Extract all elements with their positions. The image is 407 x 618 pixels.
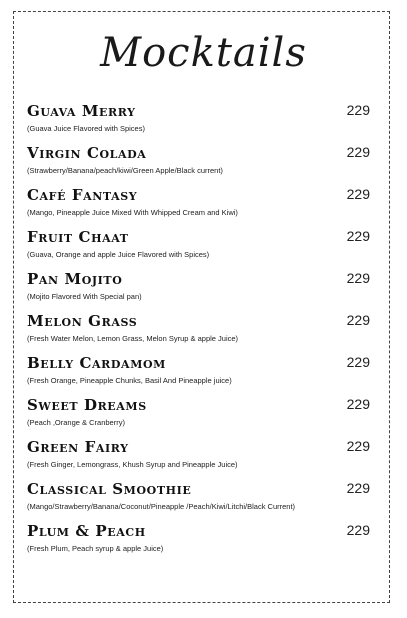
- item-name: Green Fairy: [27, 438, 129, 456]
- item-name: Classical Smoothie: [27, 480, 192, 498]
- item-description: (Fresh Water Melon, Lemon Grass, Melon Syrup & apple Juice): [27, 334, 239, 343]
- item-description: (Mango/Strawberry/Banana/Coconut/Pineapple /Peach/Kiwi/Litchi/Black Current): [27, 502, 296, 511]
- item-price: 229: [346, 270, 370, 286]
- item-name: Fruit Chaat: [27, 228, 129, 246]
- item-description: (Fresh Ginger, Lemongrass, Khush Syrup and Pineapple Juice): [27, 460, 238, 469]
- item-name: Café Fantasy: [27, 186, 138, 204]
- item-price: 229: [346, 312, 370, 328]
- item-description: (Guava, Orange and apple Juice Flavored with Spices): [27, 250, 210, 259]
- item-description: (Strawberry/Banana/peach/kiwi/Green Apple/Black current): [27, 166, 223, 175]
- item-description: (Peach ,Orange & Cranberry): [27, 418, 125, 427]
- item-price: 229: [346, 354, 370, 370]
- item-description: (Mango, Pineapple Juice Mixed With Whipped Cream and Kiwi): [27, 208, 238, 217]
- item-price: 229: [346, 228, 370, 244]
- item-name: Plum & Peach: [27, 522, 146, 540]
- item-price: 229: [346, 144, 370, 160]
- item-price: 229: [346, 480, 370, 496]
- item-name: Guava Merry: [27, 102, 136, 120]
- item-name: Virgin Colada: [27, 144, 147, 162]
- item-description: (Mojito Flavored With Special pan): [27, 292, 142, 301]
- menu-title: Mocktails: [100, 30, 307, 76]
- item-name: Melon Grass: [27, 312, 138, 330]
- item-price: 229: [346, 438, 370, 454]
- menu-border: [13, 11, 390, 603]
- item-price: 229: [346, 396, 370, 412]
- item-description: (Fresh Plum, Peach syrup & apple Juice): [27, 544, 164, 553]
- item-price: 229: [346, 522, 370, 538]
- item-description: (Fresh Orange, Pineapple Chunks, Basil And Pineapple juice): [27, 376, 232, 385]
- item-description: (Guava Juice Flavored with Spices): [27, 124, 145, 133]
- item-price: 229: [346, 102, 370, 118]
- item-name: Sweet Dreams: [27, 396, 147, 414]
- item-name: Belly Cardamom: [27, 354, 166, 372]
- item-name: Pan Mojito: [27, 270, 123, 288]
- item-price: 229: [346, 186, 370, 202]
